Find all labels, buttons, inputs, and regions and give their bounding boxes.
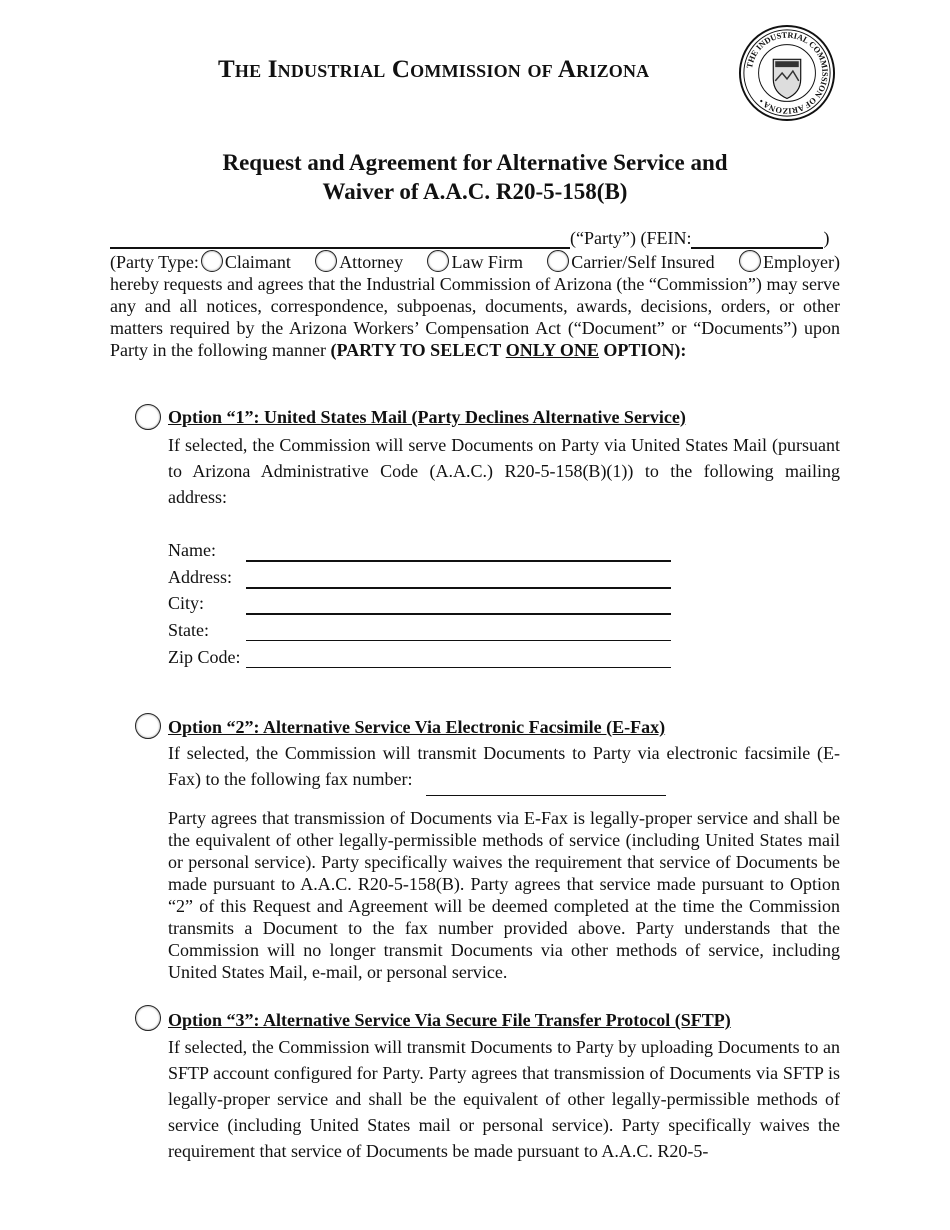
state-field-row: [168, 620, 678, 646]
address-input[interactable]: [246, 587, 671, 589]
party-name-field[interactable]: [110, 229, 570, 249]
option2-heading: Option “2”: Alternative Service Via Electronic Facsimile (E-Fax): [168, 717, 666, 737]
form-title-line2: Waiver of A.A.C. R20-5-158(B): [322, 179, 628, 204]
party-type-attorney-radio[interactable]: [315, 250, 337, 272]
party-type-claimant-label: Claimant: [224, 252, 291, 272]
party-type-claimant-radio[interactable]: [201, 250, 223, 272]
name-label: Name:: [168, 540, 216, 560]
form-title: [0, 148, 950, 206]
zip-input[interactable]: [246, 667, 671, 668]
party-type-attorney-label: Attorney: [339, 252, 404, 272]
instruction-end: OPTION):: [603, 340, 687, 360]
state-input[interactable]: [246, 640, 671, 641]
option1-heading: Option “1”: United States Mail (Party Declines Alternative Service): [168, 407, 686, 427]
party-type-employer-label: Employer): [762, 252, 840, 272]
form-title-line1: Request and Agreement for Alternative Service and: [222, 150, 728, 175]
party-type-law-firm-radio[interactable]: [427, 250, 449, 272]
option3-heading: Option “3”: Alternative Service Via Secure File Transfer Protocol (SFTP): [168, 1010, 731, 1030]
option2-agreement: Party agrees that transmission of Documents via E-Fax is legally-proper service and shall be the equivalent of other legally-permissible methods of service (including United States mail or personal service). Party specifically waives the requirement that service of Documents be made pursuant to A.A.C. R20-5-158(B). Party agrees that service made pursuant to Option “2” of this Request and Agreement will be deemed completed at the time the Commission transmits a Document to the fax number provided above. Party understands that the Commission will no longer transmit Documents via other methods of service, including United States Mail, e-mail, or personal service.: [168, 808, 840, 982]
fein-field[interactable]: [691, 229, 823, 249]
party-type-employer-radio[interactable]: [739, 250, 761, 272]
option3-radio[interactable]: [135, 1005, 161, 1031]
party-type-carrier-radio[interactable]: [547, 250, 569, 272]
party-label: (“Party”) (FEIN:: [570, 228, 692, 248]
city-field-row: [168, 593, 678, 619]
address-label: Address:: [168, 567, 232, 587]
party-type-carrier-label: Carrier/Self Insured: [571, 252, 715, 272]
zip-field-row: [168, 647, 678, 673]
party-type-law-firm-label: Law Firm: [451, 252, 523, 272]
party-type-label: (Party Type:: [110, 252, 199, 272]
party-name-row: [110, 228, 840, 250]
organization-name: The Industrial Commission of Arizona: [218, 56, 650, 83]
party-type-row: [110, 250, 840, 273]
option1-body: If selected, the Commission will serve Documents on Party via United States Mail (pursuant to Arizona Administrative Code (A.A.C.) R20-5-158(B)(1)) to the following mailing address:: [168, 435, 840, 507]
zip-label: Zip Code:: [168, 647, 241, 667]
city-label: City:: [168, 593, 205, 613]
party-body-text: hereby requests and agrees that the Industrial Commission of Arizona (the “Commission”) may serve any and all notices, correspondence, subpoenas, documents, awards, decisions, orders, or other matters required by the Arizona Workers’ Compensation Act (“Document” or “Documents”) upon Party in the following manner: [110, 274, 840, 360]
state-label: State:: [168, 620, 209, 640]
fax-number-input[interactable]: [426, 795, 666, 796]
option2-radio[interactable]: [135, 713, 161, 739]
svg-text:THE INDUSTRIAL COMMISSION OF A: THE INDUSTRIAL COMMISSION OF ARIZONA •: [745, 30, 830, 116]
option3-body: If selected, the Commission will transmit Documents to Party by uploading Documents to an SFTP account configured for Party. Party agrees that transmission of Documents via SFTP is legally-proper service and shall be the equivalent of other legally-permissible methods of service (including United States mail or personal service). Party specifically waives the requirement that service of Documents be made pursuant to A.A.C. R20-5-: [168, 1037, 840, 1161]
option1-radio[interactable]: [135, 404, 161, 430]
close-paren: ): [823, 228, 830, 248]
city-input[interactable]: [246, 613, 671, 615]
option2-body: If selected, the Commission will transmit Documents to Party via electronic facsimile (E-Fax) to the following fax number:: [168, 743, 840, 789]
name-input[interactable]: [246, 560, 671, 562]
party-paragraph: [110, 250, 840, 361]
name-field-row: [168, 540, 678, 566]
state-seal-logo: [738, 24, 836, 122]
instruction-emphasis: ONLY ONE: [505, 340, 599, 360]
address-field-row: [168, 567, 678, 593]
instruction-text: (PARTY TO SELECT: [330, 340, 502, 360]
